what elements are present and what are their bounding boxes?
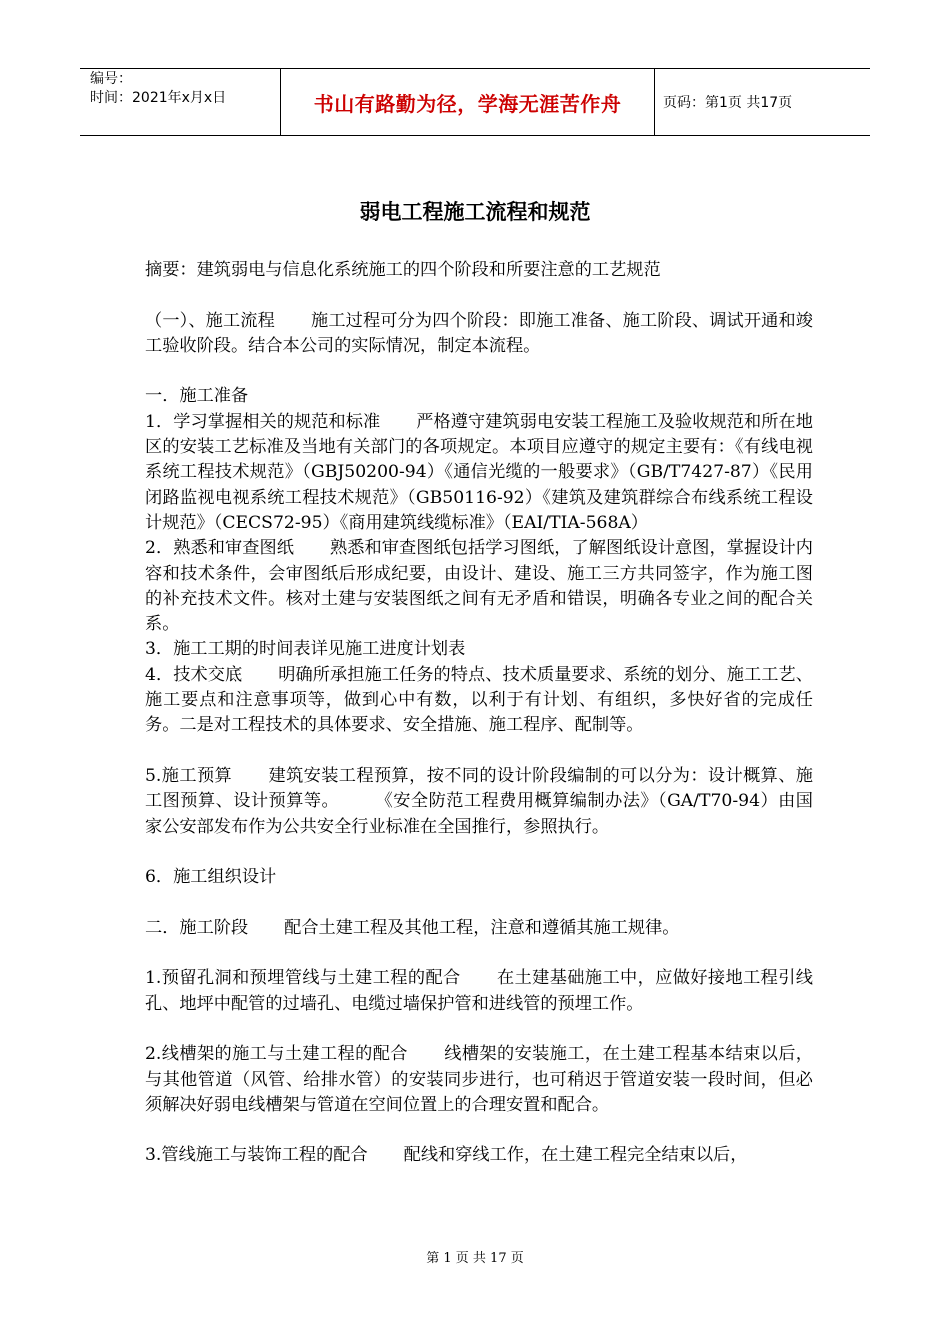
item4-heading: 4．技术交底 — [145, 664, 243, 685]
p3-heading: 3.管线施工与装饰工程的配合 — [145, 1145, 368, 1166]
document-title: 弱电工程施工流程和规范 — [359, 200, 591, 224]
item3: 3．施工工期的时间表详见施工进度计划表 — [145, 639, 466, 660]
p1-heading: 1.预留孔洞和预埋管线与土建工程的配合 — [145, 968, 461, 989]
part2-text: 配合土建工程及其他工程，注意和遵循其施工规律。 — [284, 917, 680, 938]
header-page-cell — [655, 69, 870, 135]
item2-text: 熟悉和审查图纸包括学习图纸，了解图纸设计意图，掌握设计内容和技术条件，会审图纸后形成纪要，由设计、建设、施工三方共同签字，作为施工图的补充技术文件。核对土建与安装图纸之间有无矛盾和错误，明确各专业之间的配合关系。 — [145, 538, 813, 635]
number-label: 编号： — [90, 71, 132, 87]
item5-text2: 《安全防范工程费用概算编制办法》（GA/T70-94）由国家公安部发布作为公共安全行业标准在全国推行，参照执行。 — [145, 791, 813, 837]
p1-paragraph — [145, 966, 813, 1017]
item5-paragraph — [145, 764, 813, 840]
item4-text: 明确所承担施工任务的特点、技术质量要求、系统的划分、施工工艺、施工要点和注意事项等，做到心中有数，以利于有计划、有组织，多快好省的完成任务。二是对工程技术的具体要求、安全措施、施工程序、配制等。 — [145, 664, 813, 736]
part2-paragraph — [145, 916, 813, 941]
p2-paragraph — [145, 1042, 813, 1118]
section1-paragraph — [145, 309, 813, 360]
p2-heading: 2.线槽架的施工与土建工程的配合 — [145, 1044, 408, 1065]
motto-text: 书山有路勤为径，学海无涯苦作舟 — [313, 91, 622, 116]
header-table — [80, 68, 870, 136]
section1-text: 施工过程可分为四个阶段：即施工准备、施工阶段、调试开通和竣工验收阶段。结合本公司的实际情况，制定本流程。 — [145, 310, 813, 356]
part1-heading: 一．施工准备 — [145, 386, 249, 407]
header-motto-cell — [281, 69, 655, 135]
item5-text: 建筑安装工程预算，按不同的设计阶段编制的可以分为：设计概算、施工图预算、设计预算等。 — [145, 765, 813, 812]
item1-heading: 1．学习掌握相关的规范和标准 — [145, 411, 381, 432]
p2-text: 线槽架的安装施工，在土建工程基本结束以后，与其他管道（风管、给排水管）的安装同步进行，也可稍迟于管道安装一段时间，但必须解决好弱电线槽架与管道在空间位置上的合理安置和配合。 — [145, 1044, 813, 1115]
item1-paragraph — [145, 410, 813, 536]
item6: 6．施工组织设计 — [145, 867, 277, 888]
abstract: 摘要：建筑弱电与信息化系统施工的四个阶段和所要注意的工艺规范 — [145, 260, 661, 280]
p3-text: 配线和穿线工作，在土建工程完全结束以后， — [403, 1145, 748, 1166]
date-label: 时间：2021年x月x日 — [90, 90, 227, 106]
item2-paragraph — [145, 536, 813, 637]
document-body — [145, 258, 813, 1169]
header-meta-cell — [80, 69, 281, 135]
item4-paragraph — [145, 663, 813, 739]
section1-heading: （一）、施工流程 — [145, 310, 275, 331]
part2-heading: 二．施工阶段 — [145, 917, 249, 938]
item2-heading: 2．熟悉和审查图纸 — [145, 538, 294, 559]
item5-heading: 5.施工预算 — [145, 765, 233, 786]
page-footer: 第 1 页 共 17 页 — [426, 1251, 524, 1266]
p3-paragraph — [145, 1143, 813, 1168]
page-info: 页码：第1页 共17页 — [663, 95, 793, 111]
p1-text: 在土建基础施工中，应做好接地工程引线孔、地坪中配管的过墙孔、电缆过墙保护管和进线管的预埋工作。 — [145, 968, 813, 1014]
item1-text: 严格遵守建筑弱电安装工程施工及验收规范和所在地区的安装工艺标准及当地有关部门的各项规定。本项目应遵守的规定主要有：《有线电视系统工程技术规范》（GBJ50200-94）《通信光缆的一般要求》（GB/T7427-87）《民用闭路监视电视系统工程技术规范》（GB50116-92）《建筑及建筑群综合布线系统工程设计规范》（CECS72-95）《商用建筑线缆标准》（EAI/TIA-568A） — [145, 411, 813, 533]
